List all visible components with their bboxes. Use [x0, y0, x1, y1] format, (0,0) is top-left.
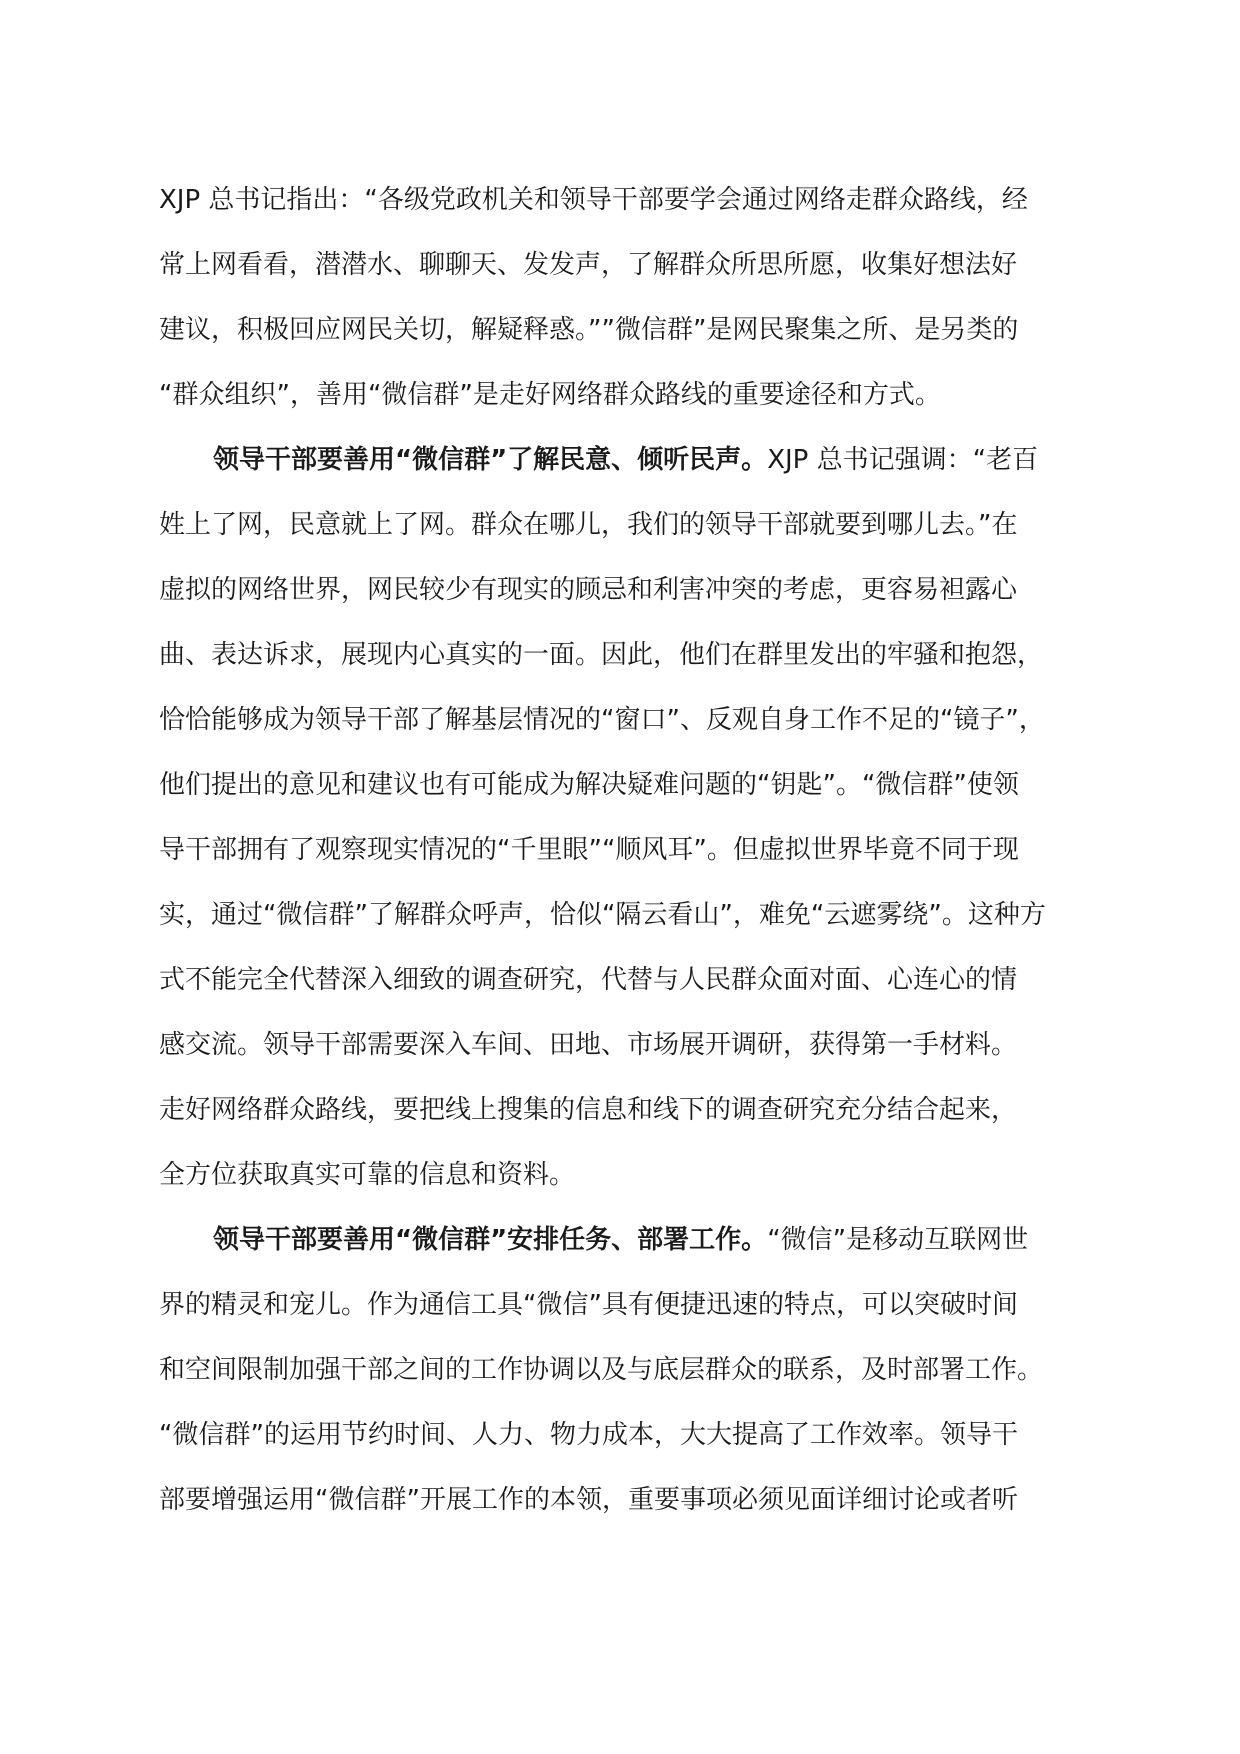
text-line: 式不能完全代替深入细致的调查研究，代替与人民群众面对面、心连心的情 — [159, 965, 1018, 995]
text-line: 姓上了网，民意就上了网。群众在哪儿，我们的领导干部就要到哪儿去。”在 — [159, 510, 1018, 540]
text-line — [159, 1208, 1095, 1273]
text-line: 和空间限制加强干部之间的工作协调以及与底层群众的联系，及时部署工作。 — [159, 1355, 1044, 1385]
paragraph-heading: 领导干部要善用“微信群”安排任务、部署工作。 — [213, 1225, 768, 1255]
text-line: 界的精灵和宠儿。作为通信工具“微信”具有便捷迅速的特点，可以突破时间 — [159, 1290, 1018, 1320]
text-line: 感交流。领导干部需要深入车间、田地、市场展开调研，获得第一手材料。 — [159, 1030, 1018, 1060]
text-line: 曲、表达诉求，展现内心真实的一面。因此，他们在群里发出的牢骚和抱怨， — [159, 640, 1044, 670]
paragraph-assign-tasks — [159, 1208, 1095, 1533]
text-line: 走好网络群众路线，要把线上搜集的信息和线下的调查研究充分结合起来， — [159, 1095, 1018, 1125]
text-run: “微信”是移动互联网世 — [767, 1225, 1029, 1255]
text-line: 导干部拥有了观察现实情况的“千里眼”“顺风耳”。但虚拟世界毕竟不同于现 — [159, 835, 1019, 865]
text-line: 建议，积极回应网民关切，解疑释惑。””微信群”是网民聚集之所、是另类的 — [159, 315, 1019, 345]
text-line: 常上网看看，潜潜水、聊聊天、发发声，了解群众所思所愿，收集好想法好 — [159, 250, 1018, 280]
text-line: “微信群”的运用节约时间、人力、物力成本，大大提高了工作效率。领导干 — [159, 1420, 1018, 1450]
text-line: 恰恰能够成为领导干部了解基层情况的“窗口”、反观自身工作不足的“镜子”， — [159, 705, 1045, 735]
paragraph-heading: 领导干部要善用“微信群”了解民意、倾听民声。 — [213, 445, 768, 475]
text-line: 实，通过“微信群”了解群众呼声，恰似“隔云看山”，难免“云遮雾绕”。这种方 — [159, 900, 1046, 930]
text-line: 全方位获取真实可靠的信息和资料。 — [159, 1160, 576, 1190]
paragraph-intro — [159, 168, 1095, 428]
document-body — [159, 168, 1095, 1533]
text-line: XJP 总书记指出：“各级党政机关和领导干部要学会通过网络走群众路线，经 — [159, 185, 1028, 215]
text-line — [159, 428, 1095, 493]
text-line: 部要增强运用“微信群”开展工作的本领，重要事项必须见面详细讨论或者听 — [159, 1485, 1018, 1515]
paragraph-listen-to-public — [159, 428, 1095, 1208]
text-run: XJP 总书记强调：“老百 — [767, 445, 1039, 475]
text-line: 他们提出的意见和建议也有可能成为解决疑难问题的“钥匙”。“微信群”使领 — [159, 770, 1019, 800]
text-line: 虚拟的网络世界，网民较少有现实的顾忌和利害冲突的考虑，更容易袒露心 — [159, 575, 1018, 605]
text-line: “群众组织”，善用“微信群”是走好网络群众路线的重要途径和方式。 — [159, 380, 941, 410]
